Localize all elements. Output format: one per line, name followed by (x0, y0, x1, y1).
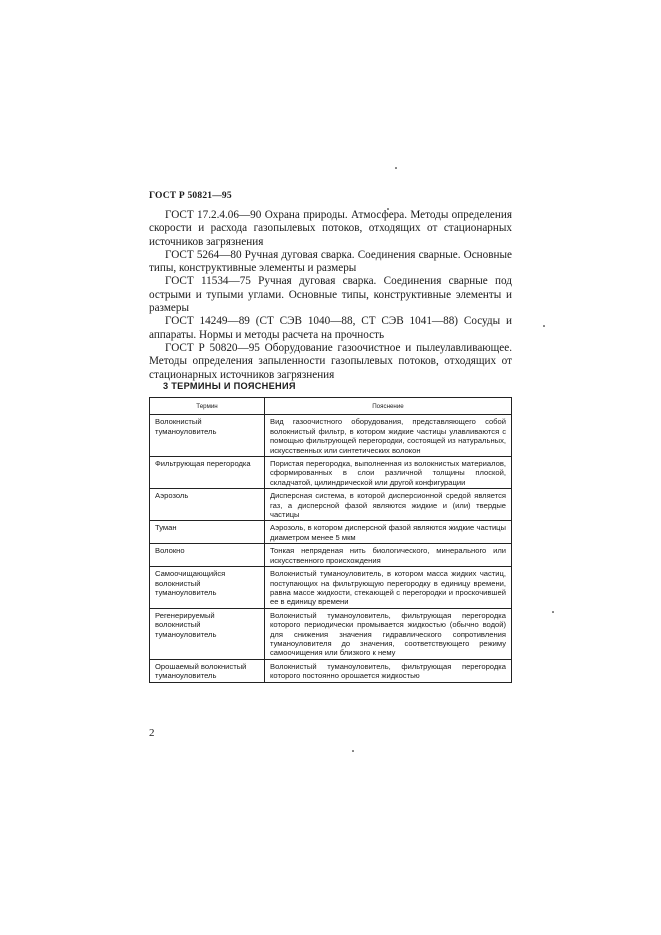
term-cell: Орошаемый волокнистый туманоуловитель (150, 659, 265, 682)
definition-cell: Волокнистый туманоуловитель, фильтрующая перегородка которого постоянно орошается жидкостью (265, 659, 512, 682)
column-header-definition: Пояснение (265, 398, 512, 415)
scan-speck (552, 611, 554, 613)
definition-cell: Дисперсная система, в которой дисперсионной средой является газ, а дисперсной фазой являются жидкие и (или) твердые частицы (265, 489, 512, 521)
term-cell: Фильтрующая перегородка (150, 457, 265, 489)
terms-table (149, 397, 512, 683)
scan-speck (543, 325, 545, 327)
definition-cell: Волокнистый туманоуловитель, в котором масса жидких частиц, поступающих на фильтрующую перегородку в единицу времени, равна массе жидкости, стекающей с перегородки и проскочившей ее в единицу времени (265, 567, 512, 609)
reference-item: ГОСТ 14249—89 (СТ СЭВ 1040—88, СТ СЭВ 1041—88) Сосуды и аппараты. Нормы и методы расчета на прочность (149, 315, 512, 341)
scan-speck (387, 208, 389, 210)
term-cell: Самоочищающийся волокнистый туманоуловитель (150, 567, 265, 609)
scan-speck (395, 167, 397, 169)
table-row (150, 544, 512, 567)
term-cell: Аэрозоль (150, 489, 265, 521)
term-cell: Туман (150, 521, 265, 544)
definition-cell: Пористая перегородка, выполненная из волокнистых материалов, сформированных в слои различной толщины плоской, складчатой, цилиндрической или другой конфигурации (265, 457, 512, 489)
table-row (150, 415, 512, 457)
table-row (150, 457, 512, 489)
table-row (150, 659, 512, 682)
term-cell: Регенерируемый волокнистый туманоуловитель (150, 608, 265, 659)
section-title: 3 ТЕРМИНЫ И ПОЯСНЕНИЯ (163, 381, 296, 391)
definition-cell: Тонкая непряденая нить биологического, минерального или искусственного происхождения (265, 544, 512, 567)
table-header-row (150, 398, 512, 415)
table-row (150, 608, 512, 659)
reference-item: ГОСТ Р 50820—95 Оборудование газоочистное и пылеулавливающее. Методы определения запыленности газопылевых потоков, отходящих от стационарных источников загрязнения (149, 341, 512, 381)
normative-references (149, 209, 512, 382)
definition-cell: Вид газоочистного оборудования, представляющего собой волокнистый фильтр, в котором жидкие частицы улавливаются с помощью фильтрующей перегородки, состоящей из натуральных, искусственных или синтетических волокон (265, 415, 512, 457)
reference-item: ГОСТ 5264—80 Ручная дуговая сварка. Соединения сварные. Основные типы, конструктивные элементы и размеры (149, 248, 512, 275)
table-row (150, 521, 512, 544)
table-row (150, 567, 512, 609)
scan-speck (352, 750, 354, 752)
reference-item: ГОСТ 11534—75 Ручная дуговая сварка. Соединения сварные под острыми и тупыми углами. Основные типы, конструктивные элементы и размеры (149, 275, 512, 315)
definition-cell: Волокнистый туманоуловитель, фильтрующая перегородка которого периодически промывается жидкостью (обычно водой) для снижения значения гидравлического сопротивления туманоуловителя до значения, соответствующего режиму самоочищения или близкого к нему (265, 608, 512, 659)
term-cell: Волокнистый туманоуловитель (150, 415, 265, 457)
column-header-term: Термин (150, 398, 265, 415)
term-cell: Волокно (150, 544, 265, 567)
running-header: ГОСТ Р 50821—95 (149, 191, 232, 201)
table-row (150, 489, 512, 521)
page-number: 2 (149, 727, 155, 739)
reference-item: ГОСТ 17.2.4.06—90 Охрана природы. Атмосфера. Методы определения скорости и расхода газопылевых потоков, отходящих от стационарных источников загрязнения (149, 209, 512, 248)
definition-cell: Аэрозоль, в котором дисперсной фазой являются жидкие частицы диаметром менее 5 мкм (265, 521, 512, 544)
